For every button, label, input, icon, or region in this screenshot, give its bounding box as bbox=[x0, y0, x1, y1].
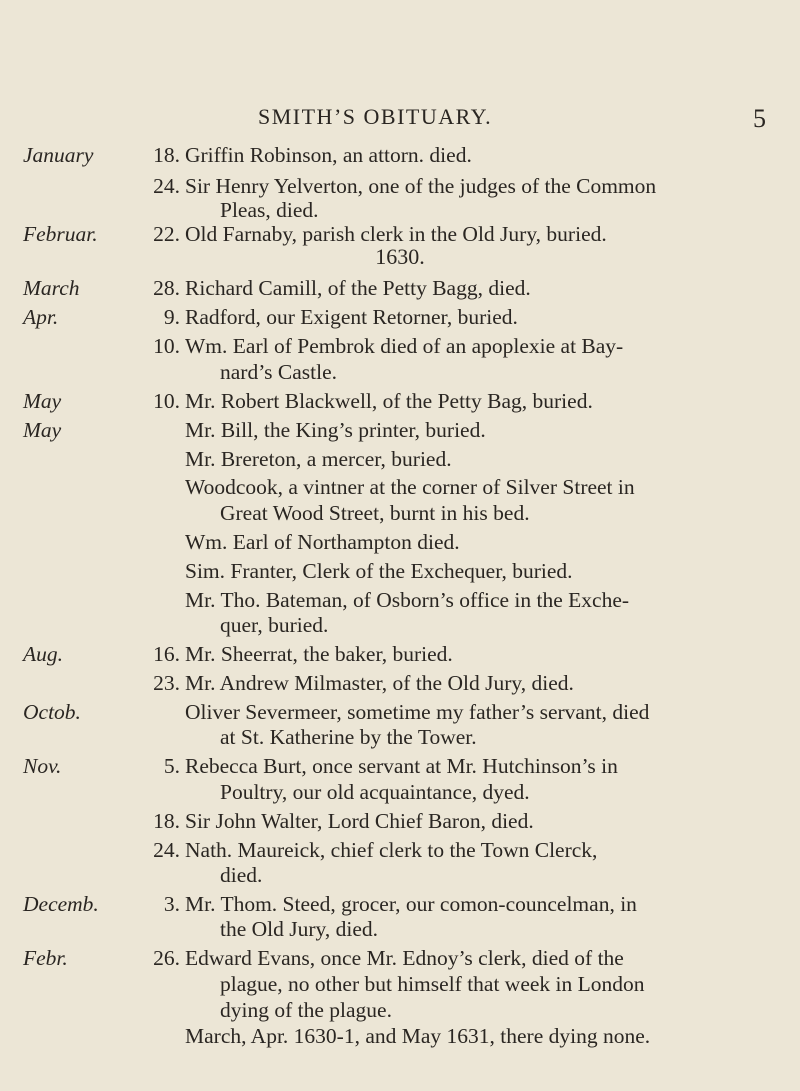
entry-text: Wm. Earl of Pembrok died of an apoplexie at Bay- bbox=[185, 334, 624, 358]
entry-month: Februar. bbox=[23, 222, 98, 246]
entry-text: Mr. Sheerrat, the baker, buried. bbox=[185, 642, 453, 666]
entry-text: the Old Jury, died. bbox=[220, 917, 379, 941]
entry-text: plague, no other but himself that week in London bbox=[220, 972, 645, 996]
entry-month: January bbox=[23, 143, 94, 167]
entry-month: March bbox=[23, 276, 80, 300]
entry-text: Mr. Brereton, a mercer, buried. bbox=[185, 447, 452, 471]
entry-day: 3. bbox=[163, 892, 180, 916]
entry-text: Griffin Robinson, an attorn. died. bbox=[185, 143, 472, 167]
entry-month: Decemb. bbox=[23, 892, 99, 916]
entry-text: Mr. Robert Blackwell, of the Petty Bag, buried. bbox=[185, 389, 593, 413]
entry-day: 18. bbox=[153, 143, 180, 167]
running-title: SMITH’S OBITUARY. bbox=[258, 104, 493, 129]
entry-text: quer, buried. bbox=[220, 613, 329, 637]
entry-text: Sir Henry Yelverton, one of the judges of the Common bbox=[185, 174, 657, 198]
running-header bbox=[0, 104, 800, 134]
entry-day: 26. bbox=[153, 946, 180, 970]
entry-text: Woodcook, a vintner at the corner of Silver Street in bbox=[185, 475, 635, 499]
entry-month: Apr. bbox=[23, 305, 59, 329]
entry-day: 24. bbox=[153, 838, 180, 862]
entry-text: died. bbox=[220, 863, 263, 887]
entry-day: 28. bbox=[153, 276, 180, 300]
entry-text: Rebecca Burt, once servant at Mr. Hutchinson’s in bbox=[185, 754, 618, 778]
entry-text: Richard Camill, of the Petty Bagg, died. bbox=[185, 276, 531, 300]
entry-day: 10. bbox=[153, 334, 180, 358]
entry-text: Edward Evans, once Mr. Ednoy’s clerk, died of the bbox=[185, 946, 624, 970]
entry-text: Great Wood Street, burnt in his bed. bbox=[220, 501, 530, 525]
entry-day: 10. bbox=[153, 389, 180, 413]
entry-text: March, Apr. 1630-1, and May 1631, there dying none. bbox=[185, 1024, 651, 1048]
entry-text: Wm. Earl of Northampton died. bbox=[185, 530, 460, 554]
entry-text: Nath. Maureick, chief clerk to the Town Clerck, bbox=[185, 838, 598, 862]
entry-text: Sim. Franter, Clerk of the Exchequer, buried. bbox=[185, 559, 573, 583]
entry-day: 18. bbox=[153, 809, 180, 833]
page-number: 5 bbox=[753, 104, 768, 133]
entry-text: at St. Katherine by the Tower. bbox=[220, 725, 477, 749]
entry-month: Nov. bbox=[23, 754, 62, 778]
entry-text: Sir John Walter, Lord Chief Baron, died. bbox=[185, 809, 534, 833]
year-heading: 1630. bbox=[375, 244, 425, 269]
entry-text: dying of the plague. bbox=[220, 998, 392, 1022]
entry-text: Mr. Andrew Milmaster, of the Old Jury, died. bbox=[185, 671, 574, 695]
entry-text: Oliver Severmeer, sometime my father’s servant, died bbox=[185, 700, 650, 724]
entry-day: 22. bbox=[153, 222, 180, 246]
entry-day: 24. bbox=[153, 174, 180, 198]
entry-text: nard’s Castle. bbox=[220, 360, 338, 384]
entry-month: Aug. bbox=[23, 642, 64, 666]
entry-text: Mr. Tho. Bateman, of Osborn’s office in the Exche- bbox=[185, 588, 630, 612]
entry-text: Old Farnaby, parish clerk in the Old Jury, buried. bbox=[185, 222, 607, 246]
entry-month: May bbox=[23, 418, 62, 442]
entry-text: Mr. Thom. Steed, grocer, our comon-councelman, in bbox=[185, 892, 637, 916]
entry-day: 9. bbox=[163, 305, 180, 329]
entry-day: 16. bbox=[153, 642, 180, 666]
entry-month: Febr. bbox=[23, 946, 68, 970]
entry-text: Radford, our Exigent Retorner, buried. bbox=[185, 305, 518, 329]
entry-day: 5. bbox=[163, 754, 180, 778]
entry-text: Poultry, our old acquaintance, dyed. bbox=[220, 780, 530, 804]
entry-day: 23. bbox=[153, 671, 180, 695]
entry-text: Mr. Bill, the King’s printer, buried. bbox=[185, 418, 486, 442]
entry-month: May bbox=[23, 389, 62, 413]
entry-month: Octob. bbox=[23, 700, 81, 724]
entry-text: Pleas, died. bbox=[220, 198, 319, 222]
